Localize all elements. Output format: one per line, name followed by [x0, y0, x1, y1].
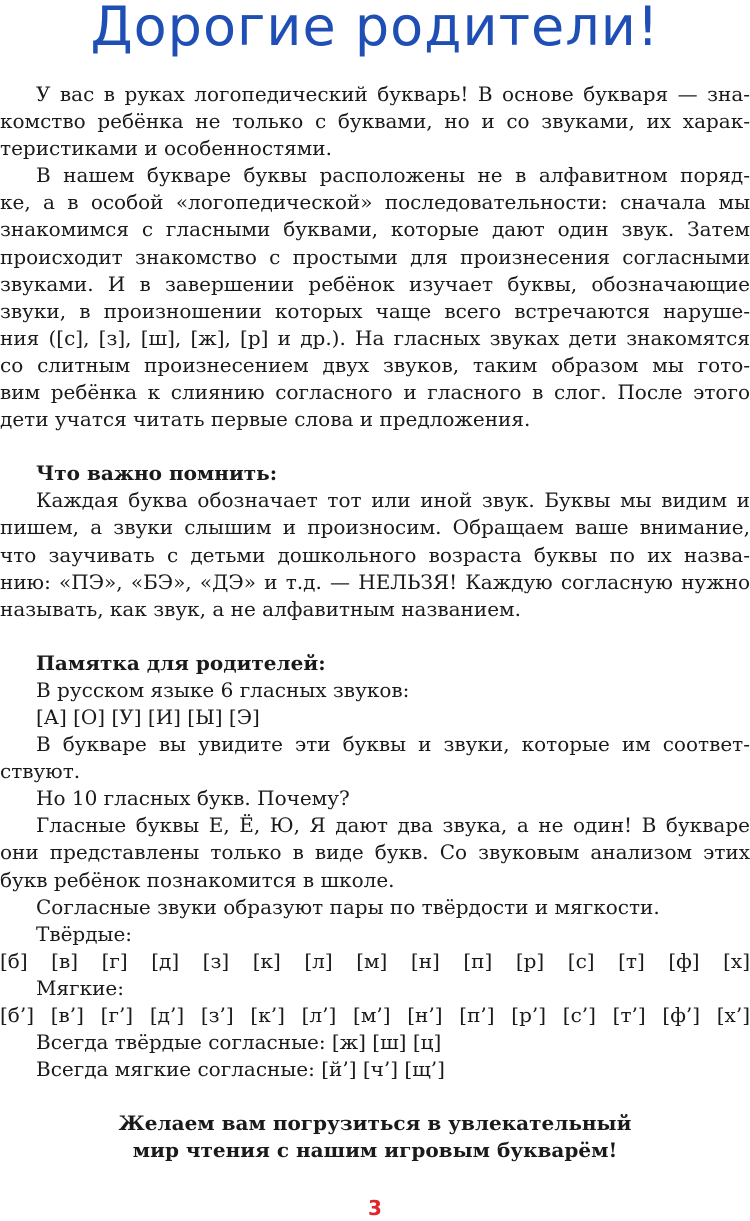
page-title: Дорогие родители! [90, 0, 660, 58]
text-line: У вас в руках логопедический букварь! В основе букваря — зна- [36, 82, 750, 106]
text-line: букв ребёнок познакомится в школе. [0, 867, 395, 892]
page-number: 3 [368, 1196, 382, 1220]
text-line: комство ребёнка не только с буквами, но и со звуками, их харак- [0, 109, 750, 134]
section-spacer [0, 623, 750, 650]
intro-paragraph-2 [0, 162, 750, 433]
text-line: что заучивать с детьми дошкольного возраста буквы по их назва- [0, 542, 750, 567]
memo-heading: Памятка для родителей: [36, 650, 326, 675]
intro-paragraph-1 [0, 81, 750, 162]
text-line: В нашем букваре буквы расположены не в алфавитном поряд- [36, 163, 750, 188]
text-line: Каждая буква обозначает тот или иной звук. Буквы мы видим и [36, 488, 750, 513]
memo-section [0, 650, 750, 1084]
text-line: теристиками и особенностями. [0, 136, 332, 161]
remember-heading: Что важно помнить: [36, 461, 278, 486]
vowel-sounds-line: [А] [О] [У] [И] [Ы] [Э] [36, 704, 260, 729]
hard-label: Твёрдые: [36, 921, 133, 946]
text-line: звуками. И в завершении ребёнок изучает буквы, обозначающие [0, 271, 750, 296]
text-line: ния ([с], [з], [ш], [ж], [р] и др.). На гласных звуках дети знакомятся [0, 325, 750, 350]
text-line: ствуют. [0, 759, 81, 784]
text-line: они представлены только в виде букв. Со звуковым анализом этих [0, 840, 750, 865]
soft-label: Мягкие: [36, 975, 124, 1000]
hard-sounds-line: [б] [в] [г] [д] [з] [к] [л] [м] [н] [п] [р] [с] [т] [ф] [х] [0, 948, 750, 973]
text-line: ке, а в особой «логопедической» последовательности: сначала мы [0, 190, 750, 215]
text-line: называть, как звук, а не алфавитным названием. [0, 596, 521, 621]
body-text [0, 81, 750, 1083]
text-line: вим ребёнка к слиянию согласного и гласного в слог. После этого [0, 380, 750, 405]
vowel-count-line: В русском языке 6 гласных звуков: [36, 677, 410, 702]
text-line: происходит знакомство с простыми для произнесения согласными [0, 244, 750, 269]
pairs-line: Согласные звуки образуют пары по твёрдости и мягкости. [36, 894, 660, 919]
always-soft-line: Всегда мягкие согласные: [й’] [ч’] [щ’] [36, 1057, 445, 1082]
closing-line-1: Желаем вам погрузиться в увлекательный [118, 1111, 632, 1135]
text-line: знакомимся с гласными буквами, которые дают один звук. Затем [0, 217, 750, 242]
soft-sounds-line: [б’] [в’] [г’] [д’] [з’] [к’] [л’] [м’] [н’] [п’] [р’] [с’] [т’] [ф’] [х’] [0, 1003, 750, 1027]
closing-wish [0, 1110, 750, 1164]
text-line: пишем, а звуки слышим и произносим. Обращаем ваше внимание, [0, 515, 750, 540]
text-line: нию: «ПЭ», «БЭ», «ДЭ» и т.д. — НЕЛЬЗЯ! Каждую согласную нужно [0, 569, 750, 594]
text-line: дети учатся читать первые слова и предложения. [0, 407, 531, 432]
text-line: В букваре вы увидите эти буквы и звуки, которые им соответ- [36, 732, 750, 757]
section-spacer [0, 433, 750, 460]
remember-section [0, 460, 750, 623]
always-hard-line: Всегда твёрдые согласные: [ж] [ш] [ц] [36, 1030, 442, 1055]
text-line: со слитным произнесением двух звуков, таким образом мы гото- [0, 352, 750, 377]
closing-line-2: мир чтения с нашим игровым букварём! [132, 1138, 618, 1162]
text-line: звуки, в произношении которых чаще всего встречаются наруше- [0, 298, 750, 323]
text-line: Гласные буквы Е, Ё, Ю, Я дают два звука, а не один! В букваре [36, 813, 750, 838]
ten-letters-line: Но 10 гласных букв. Почему? [36, 786, 350, 811]
